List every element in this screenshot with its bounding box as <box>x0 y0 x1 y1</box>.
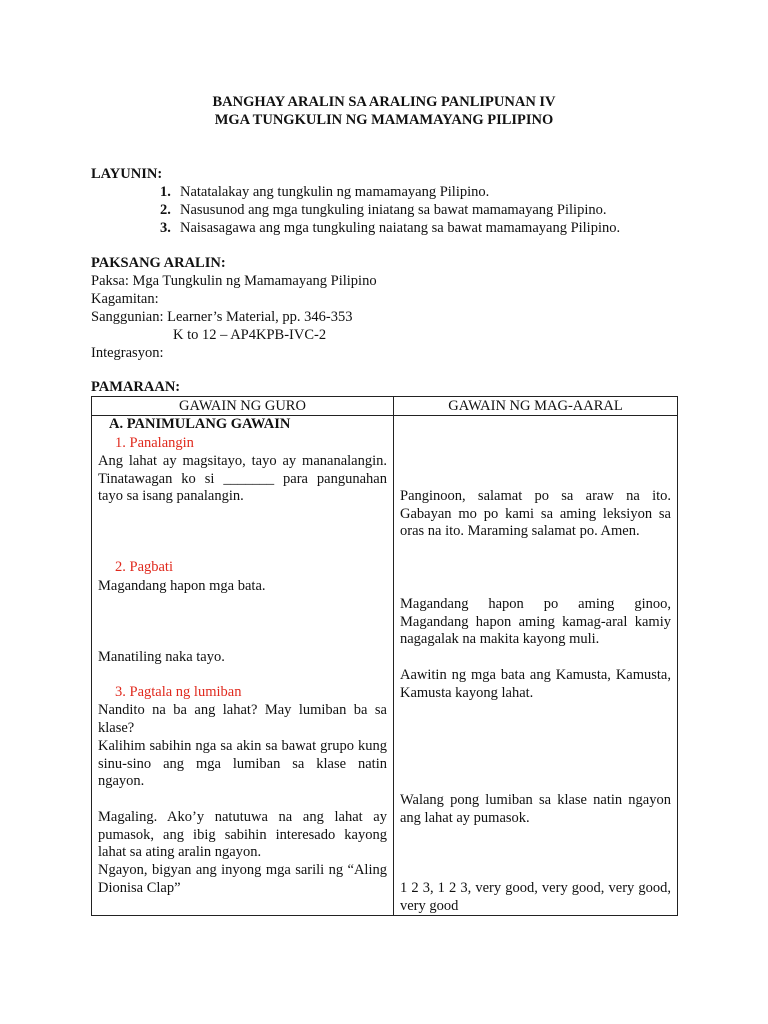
step-pagbati: 2. Pagbati <box>115 559 173 575</box>
paksa-line: Paksa: Mga Tungkulin ng Mamamayang Pilipino <box>91 273 377 289</box>
objective-text: Naisasagawa ang mga tungkuling naiatang sa bawat mamamayang Pilipino. <box>180 220 621 236</box>
guro-kalihim-text: Kalihim sabihin nga sa akin sa bawat grupo kung sinu-sino ang mga lumiban sa klase natin ngayon. <box>98 738 387 790</box>
table-body-row <box>92 416 678 916</box>
curriculum-code-line: K to 12 – AP4KPB-IVC-2 <box>173 327 327 343</box>
guro-panalangin-text: Ang lahat ay magsitayo, tayo ay mananalangin. Tinatawagan ko si _______ para pangunahan tayo sa isang panalangin. <box>98 453 387 505</box>
column-header-guro: GAWAIN NG GURO <box>92 397 394 416</box>
guro-pagbati-text: Magandang hapon mga bata. <box>98 578 266 594</box>
section-panimulang-gawain: A. PANIMULANG GAWAIN <box>109 416 291 432</box>
table-header-row <box>92 397 678 416</box>
mag-aaral-column <box>394 416 678 916</box>
objective-number: 1. <box>160 184 171 200</box>
objective-item <box>160 220 620 237</box>
mag-aaral-lumiban-response: Walang pong lumiban sa klase natin ngayon ang lahat ay pumasok. <box>400 792 671 826</box>
mag-aaral-panalangin-response: Panginoon, salamat po sa araw na ito. Gabayan mo po kami sa aming leksiyon sa oras na ito. Maraming salamat po. Amen. <box>400 488 671 540</box>
guro-lumiban-question: Nandito na ba ang lahat? May lumiban ba sa klase? <box>98 702 387 736</box>
guro-clap-text: Ngayon, bigyan ang inyong mga sarili ng “Aling Dionisa Clap” <box>98 862 387 896</box>
objective-item <box>160 202 606 219</box>
objective-item <box>160 184 489 201</box>
paksang-aralin-heading: PAKSANG ARALIN: <box>91 255 226 271</box>
step-pagtala-ng-lumiban: 3. Pagtala ng lumiban <box>115 684 242 700</box>
document-title-line-1: BANGHAY ARALIN SA ARALING PANLIPUNAN IV <box>212 94 556 110</box>
mag-aaral-awit-response: Aawitin ng mga bata ang Kamusta, Kamusta, Kamusta kayong lahat. <box>400 667 671 701</box>
layunin-heading: LAYUNIN: <box>91 166 163 182</box>
column-header-mag-aaral: GAWAIN NG MAG-AARAL <box>394 397 678 416</box>
kagamitan-line: Kagamitan: <box>91 291 159 307</box>
mag-aaral-clap-response: 1 2 3, 1 2 3, very good, very good, very good, very good <box>400 880 671 914</box>
objective-text: Natatalakay ang tungkulin ng mamamayang Pilipino. <box>180 184 490 200</box>
objective-number: 2. <box>160 202 171 218</box>
objective-number: 3. <box>160 220 171 236</box>
step-panalangin: 1. Panalangin <box>115 435 194 451</box>
objective-text: Nasusunod ang mga tungkuling iniatang sa bawat mamamayang Pilipino. <box>180 202 607 218</box>
guro-magaling-text: Magaling. Ako’y natutuwa na ang lahat ay pumasok, ang ibig sabihin interesado kayong lahat sa ating aralin ngayon. <box>98 809 387 861</box>
guro-column <box>92 416 394 916</box>
sanggunian-line: Sanggunian: Learner’s Material, pp. 346-353 <box>91 309 353 325</box>
pamaraan-table <box>91 396 678 916</box>
mag-aaral-pagbati-response: Magandang hapon po aming ginoo, Magandang hapon aming kamag-aral kamiy nagagalak na makita kayong muli. <box>400 596 671 648</box>
guro-manatiling-text: Manatiling naka tayo. <box>98 649 225 665</box>
integrasyon-line: Integrasyon: <box>91 345 164 361</box>
document-title-line-2: MGA TUNGKULIN NG MAMAMAYANG PILIPINO <box>214 112 554 128</box>
pamaraan-heading: PAMARAAN: <box>91 379 181 395</box>
